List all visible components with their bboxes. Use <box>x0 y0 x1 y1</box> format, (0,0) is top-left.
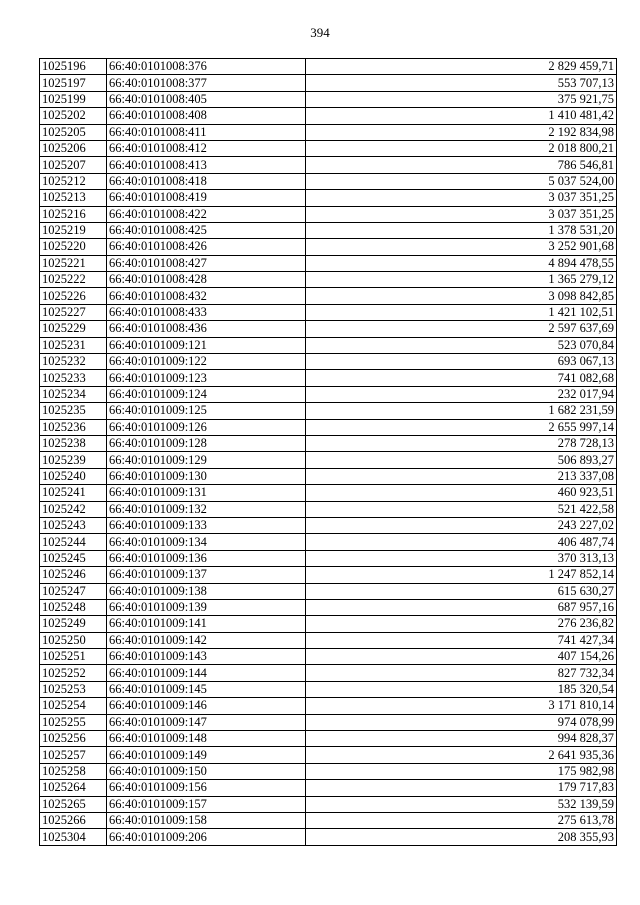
cadastral-value-cell: 278 728,13 <box>306 435 617 451</box>
table-row <box>40 124 617 140</box>
cadastral-value-cell: 786 546,81 <box>306 157 617 173</box>
cadastral-number-cell: 66:40:0101008:432 <box>107 288 306 304</box>
cadastral-number-cell: 66:40:0101009:146 <box>107 698 306 714</box>
table-row <box>40 59 617 75</box>
table-row <box>40 91 617 107</box>
table-body <box>40 59 617 846</box>
cadastral-number-cell: 66:40:0101009:156 <box>107 780 306 796</box>
table-row <box>40 583 617 599</box>
row-id-cell: 1025216 <box>40 206 107 222</box>
row-id-cell: 1025235 <box>40 403 107 419</box>
cadastral-value-cell: 693 067,13 <box>306 354 617 370</box>
cadastral-value-cell: 553 707,13 <box>306 75 617 91</box>
row-id-cell: 1025226 <box>40 288 107 304</box>
table-row <box>40 747 617 763</box>
cadastral-value-cell: 1 682 231,59 <box>306 403 617 419</box>
cadastral-value-cell: 1 378 531,20 <box>306 222 617 238</box>
row-id-cell: 1025219 <box>40 222 107 238</box>
cadastral-value-cell: 185 320,54 <box>306 681 617 697</box>
row-id-cell: 1025197 <box>40 75 107 91</box>
table-row <box>40 190 617 206</box>
cadastral-value-cell: 276 236,82 <box>306 616 617 632</box>
cadastral-number-cell: 66:40:0101009:126 <box>107 419 306 435</box>
cadastral-number-cell: 66:40:0101008:411 <box>107 124 306 140</box>
cadastral-number-cell: 66:40:0101009:138 <box>107 583 306 599</box>
cadastral-value-cell: 1 421 102,51 <box>306 304 617 320</box>
table-row <box>40 354 617 370</box>
table-row <box>40 812 617 828</box>
cadastral-number-cell: 66:40:0101009:150 <box>107 763 306 779</box>
cadastral-value-cell: 213 337,08 <box>306 468 617 484</box>
cadastral-value-cell: 2 192 834,98 <box>306 124 617 140</box>
table-row <box>40 239 617 255</box>
cadastral-number-cell: 66:40:0101008:425 <box>107 222 306 238</box>
cadastral-value-cell: 994 828,37 <box>306 731 617 747</box>
cadastral-number-cell: 66:40:0101008:419 <box>107 190 306 206</box>
row-id-cell: 1025231 <box>40 337 107 353</box>
cadastral-value-cell: 523 070,84 <box>306 337 617 353</box>
cadastral-number-cell: 66:40:0101008:408 <box>107 108 306 124</box>
row-id-cell: 1025252 <box>40 665 107 681</box>
table-row <box>40 517 617 533</box>
row-id-cell: 1025236 <box>40 419 107 435</box>
cadastral-number-cell: 66:40:0101008:436 <box>107 321 306 337</box>
row-id-cell: 1025239 <box>40 452 107 468</box>
table-row <box>40 829 617 845</box>
cadastral-number-cell: 66:40:0101008:376 <box>107 59 306 75</box>
table-row <box>40 550 617 566</box>
table-row <box>40 714 617 730</box>
cadastral-value-cell: 3 037 351,25 <box>306 206 617 222</box>
cadastral-number-cell: 66:40:0101009:132 <box>107 501 306 517</box>
cadastral-value-cell: 506 893,27 <box>306 452 617 468</box>
row-id-cell: 1025238 <box>40 435 107 451</box>
cadastral-number-cell: 66:40:0101009:136 <box>107 550 306 566</box>
row-id-cell: 1025205 <box>40 124 107 140</box>
table-row <box>40 468 617 484</box>
table-row <box>40 272 617 288</box>
row-id-cell: 1025213 <box>40 190 107 206</box>
cadastral-number-cell: 66:40:0101008:428 <box>107 272 306 288</box>
row-id-cell: 1025221 <box>40 255 107 271</box>
row-id-cell: 1025227 <box>40 304 107 320</box>
row-id-cell: 1025229 <box>40 321 107 337</box>
row-id-cell: 1025234 <box>40 386 107 402</box>
cadastral-number-cell: 66:40:0101008:422 <box>107 206 306 222</box>
row-id-cell: 1025212 <box>40 173 107 189</box>
row-id-cell: 1025253 <box>40 681 107 697</box>
row-id-cell: 1025247 <box>40 583 107 599</box>
cadastral-value-cell: 232 017,94 <box>306 386 617 402</box>
table-row <box>40 370 617 386</box>
table-row <box>40 599 617 615</box>
row-id-cell: 1025199 <box>40 91 107 107</box>
cadastral-value-cell: 1 365 279,12 <box>306 272 617 288</box>
row-id-cell: 1025242 <box>40 501 107 517</box>
cadastral-value-cell: 179 717,83 <box>306 780 617 796</box>
row-id-cell: 1025250 <box>40 632 107 648</box>
table-row <box>40 698 617 714</box>
cadastral-value-cell: 1 410 481,42 <box>306 108 617 124</box>
cadastral-number-cell: 66:40:0101009:149 <box>107 747 306 763</box>
table-row <box>40 435 617 451</box>
table-row <box>40 567 617 583</box>
row-id-cell: 1025222 <box>40 272 107 288</box>
table-row <box>40 501 617 517</box>
row-id-cell: 1025248 <box>40 599 107 615</box>
cadastral-value-cell: 827 732,34 <box>306 665 617 681</box>
table-row <box>40 632 617 648</box>
table-row <box>40 222 617 238</box>
cadastral-number-cell: 66:40:0101009:143 <box>107 649 306 665</box>
row-id-cell: 1025233 <box>40 370 107 386</box>
cadastral-number-cell: 66:40:0101009:147 <box>107 714 306 730</box>
table-row <box>40 140 617 156</box>
table-row <box>40 731 617 747</box>
cadastral-number-cell: 66:40:0101009:130 <box>107 468 306 484</box>
cadastral-value-cell: 406 487,74 <box>306 534 617 550</box>
row-id-cell: 1025265 <box>40 796 107 812</box>
cadastral-value-cell: 2 018 800,21 <box>306 140 617 156</box>
table-row <box>40 288 617 304</box>
table-row <box>40 534 617 550</box>
cadastral-value-cell: 3 098 842,85 <box>306 288 617 304</box>
table-row <box>40 616 617 632</box>
cadastral-number-cell: 66:40:0101009:157 <box>107 796 306 812</box>
row-id-cell: 1025266 <box>40 812 107 828</box>
page-number: 394 <box>310 25 330 40</box>
cadastral-number-cell: 66:40:0101009:139 <box>107 599 306 615</box>
row-id-cell: 1025249 <box>40 616 107 632</box>
table-row <box>40 796 617 812</box>
cadastral-number-cell: 66:40:0101008:413 <box>107 157 306 173</box>
row-id-cell: 1025232 <box>40 354 107 370</box>
cadastral-number-cell: 66:40:0101009:122 <box>107 354 306 370</box>
row-id-cell: 1025220 <box>40 239 107 255</box>
table-row <box>40 206 617 222</box>
cadastral-value-cell: 2 641 935,36 <box>306 747 617 763</box>
cadastral-value-cell: 375 921,75 <box>306 91 617 107</box>
cadastral-value-cell: 275 613,78 <box>306 812 617 828</box>
cadastral-number-cell: 66:40:0101008:427 <box>107 255 306 271</box>
row-id-cell: 1025246 <box>40 567 107 583</box>
cadastral-value-cell: 407 154,26 <box>306 649 617 665</box>
cadastral-value-cell: 2 829 459,71 <box>306 59 617 75</box>
cadastral-number-cell: 66:40:0101009:128 <box>107 435 306 451</box>
cadastral-number-cell: 66:40:0101009:133 <box>107 517 306 533</box>
cadastral-number-cell: 66:40:0101008:412 <box>107 140 306 156</box>
cadastral-number-cell: 66:40:0101009:206 <box>107 829 306 845</box>
cadastral-number-cell: 66:40:0101009:141 <box>107 616 306 632</box>
row-id-cell: 1025206 <box>40 140 107 156</box>
row-id-cell: 1025243 <box>40 517 107 533</box>
table-row <box>40 681 617 697</box>
table-row <box>40 337 617 353</box>
table-row <box>40 452 617 468</box>
cadastral-value-cell: 175 982,98 <box>306 763 617 779</box>
row-id-cell: 1025251 <box>40 649 107 665</box>
cadastral-value-cell: 243 227,02 <box>306 517 617 533</box>
table-row <box>40 763 617 779</box>
cadastral-number-cell: 66:40:0101009:148 <box>107 731 306 747</box>
table-row <box>40 173 617 189</box>
cadastral-value-cell: 208 355,93 <box>306 829 617 845</box>
cadastral-value-cell: 1 247 852,14 <box>306 567 617 583</box>
cadastral-value-cell: 741 427,34 <box>306 632 617 648</box>
table-row <box>40 649 617 665</box>
cadastral-number-cell: 66:40:0101008:377 <box>107 75 306 91</box>
cadastral-number-cell: 66:40:0101009:124 <box>107 386 306 402</box>
row-id-cell: 1025256 <box>40 731 107 747</box>
cadastral-value-cell: 370 313,13 <box>306 550 617 566</box>
cadastral-number-cell: 66:40:0101009:121 <box>107 337 306 353</box>
row-id-cell: 1025304 <box>40 829 107 845</box>
cadastral-value-cell: 532 139,59 <box>306 796 617 812</box>
cadastral-value-cell: 615 630,27 <box>306 583 617 599</box>
cadastral-number-cell: 66:40:0101009:142 <box>107 632 306 648</box>
row-id-cell: 1025244 <box>40 534 107 550</box>
row-id-cell: 1025257 <box>40 747 107 763</box>
cadastral-number-cell: 66:40:0101009:123 <box>107 370 306 386</box>
cadastral-value-cell: 5 037 524,00 <box>306 173 617 189</box>
cadastral-value-cell: 687 957,16 <box>306 599 617 615</box>
cadastral-number-cell: 66:40:0101009:145 <box>107 681 306 697</box>
cadastral-number-cell: 66:40:0101009:131 <box>107 485 306 501</box>
table-row <box>40 665 617 681</box>
table-row <box>40 108 617 124</box>
row-id-cell: 1025255 <box>40 714 107 730</box>
row-id-cell: 1025240 <box>40 468 107 484</box>
cadastral-number-cell: 66:40:0101009:144 <box>107 665 306 681</box>
cadastral-number-cell: 66:40:0101008:405 <box>107 91 306 107</box>
cadastral-number-cell: 66:40:0101008:418 <box>107 173 306 189</box>
row-id-cell: 1025202 <box>40 108 107 124</box>
table-row <box>40 419 617 435</box>
table-row <box>40 386 617 402</box>
table-row <box>40 255 617 271</box>
row-id-cell: 1025207 <box>40 157 107 173</box>
cadastral-value-table <box>39 58 617 846</box>
row-id-cell: 1025241 <box>40 485 107 501</box>
cadastral-number-cell: 66:40:0101009:158 <box>107 812 306 828</box>
cadastral-value-cell: 2 597 637,69 <box>306 321 617 337</box>
cadastral-value-cell: 460 923,51 <box>306 485 617 501</box>
table-row <box>40 157 617 173</box>
cadastral-value-cell: 4 894 478,55 <box>306 255 617 271</box>
row-id-cell: 1025264 <box>40 780 107 796</box>
cadastral-value-cell: 3 171 810,14 <box>306 698 617 714</box>
table-row <box>40 403 617 419</box>
cadastral-number-cell: 66:40:0101008:433 <box>107 304 306 320</box>
cadastral-number-cell: 66:40:0101009:134 <box>107 534 306 550</box>
cadastral-number-cell: 66:40:0101009:129 <box>107 452 306 468</box>
cadastral-value-cell: 3 037 351,25 <box>306 190 617 206</box>
table-row <box>40 321 617 337</box>
cadastral-value-cell: 974 078,99 <box>306 714 617 730</box>
row-id-cell: 1025258 <box>40 763 107 779</box>
cadastral-number-cell: 66:40:0101009:125 <box>107 403 306 419</box>
cadastral-value-cell: 3 252 901,68 <box>306 239 617 255</box>
cadastral-number-cell: 66:40:0101008:426 <box>107 239 306 255</box>
table-row <box>40 304 617 320</box>
table-row <box>40 485 617 501</box>
table-row <box>40 780 617 796</box>
row-id-cell: 1025196 <box>40 59 107 75</box>
cadastral-number-cell: 66:40:0101009:137 <box>107 567 306 583</box>
cadastral-value-cell: 521 422,58 <box>306 501 617 517</box>
cadastral-value-cell: 741 082,68 <box>306 370 617 386</box>
row-id-cell: 1025254 <box>40 698 107 714</box>
cadastral-value-cell: 2 655 997,14 <box>306 419 617 435</box>
table-row <box>40 75 617 91</box>
row-id-cell: 1025245 <box>40 550 107 566</box>
